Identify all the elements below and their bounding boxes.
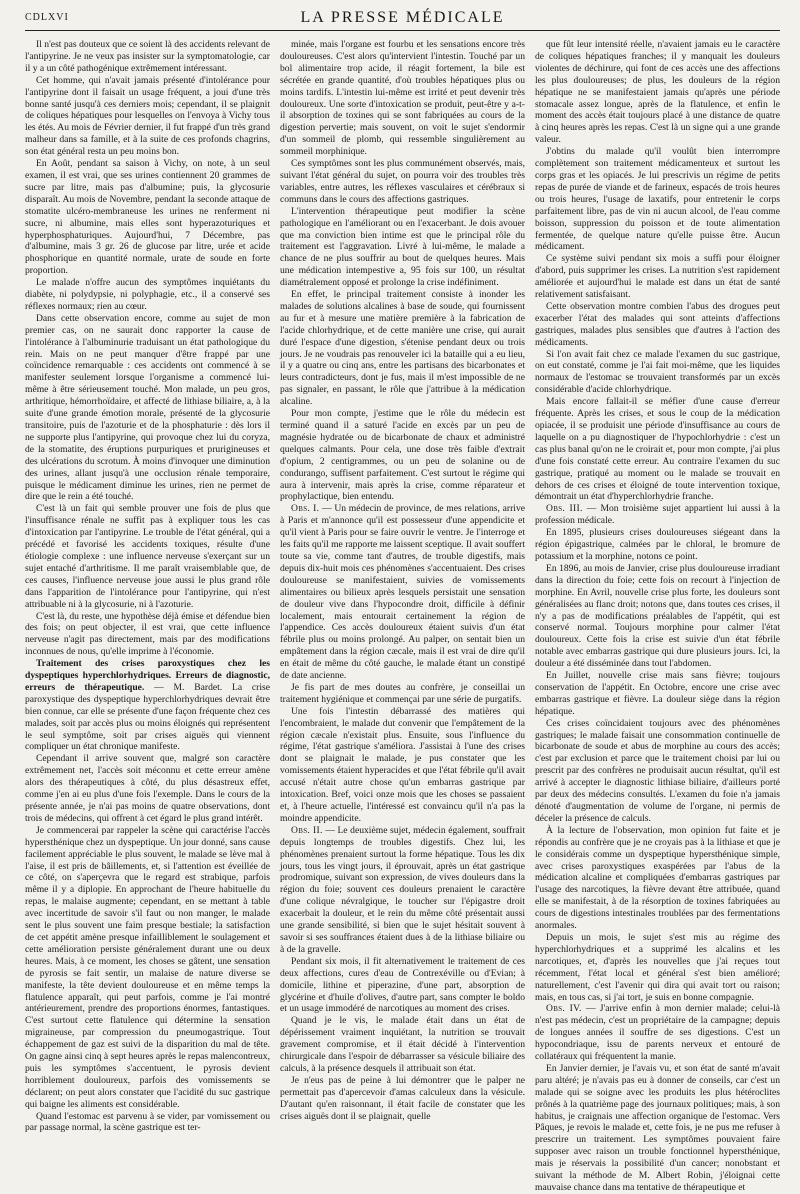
column-right: [535, 39, 780, 1193]
case-label: Obs. III.: [546, 503, 583, 515]
paragraph-text: Si l'on avait fait chez ce malade l'examen du suc gastrique, on eut constaté, comme je l'ai fait moi-même, que les liquides normaux de l'estomac se trouvaient transformés par un excès considérable d'acide chlorhydrique.: [535, 348, 780, 396]
body-paragraph: [280, 706, 525, 825]
paragraph-text: Pour mon compte, j'estime que le rôle du médecin est terminé quand il a saturé l'acide en excès par un peu de magnésie hydratée ou de bicarbonate de chaux et administré quelques calmants. Pour cela, une dose très faible d'extrait d'opium, 2 centigrammes, ou un peu de solanine ou de condurango, suffisent parfaitement. C'est surtout le régime qui aura à intervenir, mais après la crise, comme réparateur et prophylactique, bien entendu.: [280, 408, 525, 503]
column-left: [25, 39, 270, 1134]
body-paragraph: [25, 1111, 270, 1135]
paragraph-text: L'intervention thérapeutique peut modifier la scène pathologique en l'améliorant ou en l'exacerbant. Je dois avouer que ma conviction bien intime est que le principal rôle du traitement est l'aggravation. Livré à lui-même, le malade a chance de ne plus souffrir au bout de quelques heures. Mais une médication intempestive a, 95 fois sur 100, un résultat diamétralement opposé et prolonge la crise indéfiniment.: [280, 205, 525, 289]
paragraph-text: — J'arrive enfin à mon dernier malade; celui-là n'est pas médecin, c'est un propriétaire de la campagne; depuis de longues années il souffre de ses digestions. C'est un hypocondriaque, issu de parents nerveux et entouré de collatéraux qui fréquentent la manie.: [535, 1003, 780, 1063]
body-paragraph: [25, 277, 270, 313]
case-paragraph: [535, 503, 780, 527]
body-paragraph: [535, 825, 780, 932]
body-paragraph: [535, 527, 780, 563]
paragraph-text: Il n'est pas douteux que ce soient là des accidents relevant de l'antipyrine. Je ne veux pas insister sur la symptomatologie, car il y a un côté pathogénique extrêmement intéressant.: [25, 39, 270, 74]
column-middle: [280, 39, 525, 1122]
body-paragraph: [535, 932, 780, 1003]
case-label: Obs. II.: [291, 824, 323, 836]
paragraph-text: Cependant il arrive souvent que, malgré son caractère extrêmement net, l'accès soit méconnu et cette erreur amène alors des thérapeutiques à côté, du plus désastreux effet, comme j'en ai eu plus d'une fois l'exemple. Dans le cours de la présente année, je n'ai pas moins de quatre observations, dont trois de médecins, qui offrent à cet égard le plus grand intérêt.: [25, 753, 270, 824]
body-paragraph: [535, 253, 780, 301]
paragraph-text: — M. Bardet. La crise paroxystique des dyspeptique hyperchlorhydriques devrait être bien connue, car elle se présente d'une façon fréquente chez ces malades, soit par accès plus ou moins éloignés qui représentent le seul symptôme, soit par crises aiguës qui viennent compliquer un état chronique manifeste.: [25, 681, 270, 753]
body-paragraph: [535, 301, 780, 349]
paragraph-text: Dans cette observation encore, comme au sujet de mon premier cas, on ne saurait donc rapporter la cause de l'intolérance à l'albuminurie traduisant un état pathologique du rein. Mais on ne peut manquer d'être frappé par une coïncidence remarquable : ces accidents ont commencé à se manifester seulement lorsque l'organisme a commencé lui-même à être sérieusement touché. Mon malade, un peu gros, arthritique, hémorrhoïdaire, et affecté de lithiase biliaire, a, à la suite d'une grande émotion morale, présenté de la glycosurie transitoire, puis de l'azoturie et de la phosphaturie : dès lors il ne supporte plus l'antipyrine, qui provoque chez lui du coryza, de la stomatite, des éruptions purpuriques et prurigineuses et des ulcérations du scrotum. À moins d'invoquer une diminution des urines, allant jusqu'à une occlusion rénale temporaire, puisque le médicament diminue les urines, rien ne permet de dire que le rein a été touché.: [25, 312, 270, 503]
body-paragraph: [25, 158, 270, 277]
body-paragraph: [280, 956, 525, 1016]
body-paragraph: [535, 718, 780, 825]
body-paragraph: [280, 289, 525, 408]
paragraph-text: En Août, pendant sa saison à Vichy, on note, à un seul examen, il est vrai, que ses urines contiennent 20 grammes de sucre par litre, mais pas d'albumine; puis, la glycosurie disparaît. Au mois de Novembre, pendant la seconde attaque de stomatite ulcéro-membraneuse les urines ne renferment ni sucre, ni albumine, mais elles sont hyperazoturiques et hyperphosphaturiques. Aujourd'hui, 7 Décembre, pas d'albumine, mais 3 gr. 26 de glucose par litre, urée et acide phosphorique en quantité normale, urate de soude en forte proportion.: [25, 158, 270, 277]
page-header: [25, 8, 780, 31]
body-paragraph: [535, 670, 780, 718]
paragraph-text: Quand je le vis, le malade était dans un état de dépérissement vraiment inquiétant, la nutrition se trouvait gravement compromise, et il était décidé à l'intervention chirurgicale dans l'espoir de débarrasser sa vésicule biliaire des calculs, à la présence desquels il attribuait son état.: [280, 1015, 525, 1074]
section-paragraph: [25, 658, 270, 753]
paragraph-text: En effet, le principal traitement consiste à inonder les malades de solutions alcalines à base de soude, qui fournissent au fur et à mesure une matière première à la fabrication de l'acide chlorhydrique, et de cette manière une crise, qui aurait duré l'espace d'une digestion, s'étenise pendant deux ou trois jours. Je ne voudrais pas renouveler ici la bataille qui a eu lieu, il y a quatre ou cinq ans, entre les partisans des bicarbonates et leurs contradicteurs, dont je fus, mais il m'est impossible de ne pas signaler, en passant, le rôle que j'attribue à la médication alcaline.: [280, 289, 525, 408]
paragraph-text: Je fis part de mes doutes au confrère, je conseillai un traitement hygiénique et commençai par une série de purgatifs.: [280, 681, 525, 705]
body-paragraph: [25, 39, 270, 75]
body-paragraph: [25, 825, 270, 1111]
paragraph-text: — Un médecin de province, de mes relations, arrive à Paris et m'annonce qu'il est possesseur d'une appendicite et qu'il vient à Paris pour se faire ouvrir le ventre. Je l'interroge et les faits qu'il me rapporte me laissent sceptique. Il avait souffert toute sa vie, comme tant d'autres, de trouble digestifs, mais depuis dix-huit mois ces phénomènes s'accentuaient. Des crises douloureuse se manifestaient, suivies de vomissements alimentaires ou bilieux après lesquels persistait une sensation de douleur vive dans l'hypocondre droit, difficile à définir localement, mais entourait certainement la région de l'appendice. Ces accès douloureux étaient suivis d'un état fébrile plus ou moins prolongé. Au palper, on sentait bien un empâtement dans la région cæcale, mais il est vrai de dire qu'il en était de même du côté gauche, le malade étant un constipé de date ancienne.: [280, 503, 525, 682]
paragraph-text: — Le deuxième sujet, médecin également, souffrait depuis longtemps de troubles digestifs. Chez lui, les phénomènes prenaient surtout la forme hépatique. Tous les dix jours, tous les vingt jours, il éprouvait, après un état gastrique prodromique, suivant son expression, de vives douleurs dans la région du foie; souvent ces douleurs prenaient le caractère d'une colique névralgique, le toucher sur l'épigastre droit exacerbait la douleur, et le rein du même côté présentait aussi une grande sensibilité, si bien que le sujet hésitait souvent à savoir si ses souffrances étaient dues à de la lithiase biliaire ou à de la gravelle.: [280, 824, 525, 955]
paragraph-text: En Juillet, nouvelle crise mais sans fièvre; toujours conservation de l'appétit. En Octobre, encore une crise avec embarras gastrique et fièvre. La douleur siège dans la région hépatique.: [535, 670, 780, 717]
paragraph-text: que fût leur intensité réelle, n'avaient jamais eu le caractère de coliques hépatiques franches; il y manquait les douleurs violentes de déchirure, qui font de ces accès une des affections les plus douloureuses; de plus, les douleurs de la région hépatique ne se manifestaient jamais qu'après une période stomacale assez longue, après de la flatulence, et enfin le moment des accès était toujours placé à une distance de quatre à cinq heures après les repas. C'est là un signe qui a une grande valeur.: [535, 39, 780, 146]
body-paragraph: [280, 1075, 525, 1123]
body-paragraph: [280, 39, 525, 158]
body-paragraph: [25, 75, 270, 158]
paragraph-text: Depuis un mois, le sujet s'est mis au régime des hyperchlorhydriques et a supprimé les alcalins et les narcotiques, et, d'après les nouvelles que j'ai reçues tout récemment, l'état local et général s'est bien amélioré; naturellement, c'est l'avenir qui dira qui avait tort ou raison; mais, en tous cas, si j'ai tort, je suis en bonne compagnie.: [535, 931, 780, 1003]
paragraph-text: En Janvier dernier, je l'avais vu, et son état de santé m'avait paru altéré; je n'avais pas eu à donner de conseils, car c'est un malade qui se soigne avec les produits les plus hétéroclites prônés à la quatrième page des journaux politiques; mais, à son habitus, je craignais une affection organique de l'estomac. Vers Pâques, je revois le malade et, cette fois, je ne pus me refuser à prescrire un traitement. Les symptômes pouvaient faire supposer avec raison un trouble fonctionnel hypersthénique, mais je réservais la possibilité d'un cancer; nonobstant et suivant la méthode de M. Albert Robin, j'éloignai cette mauvaise chance dans ma tentative de thérapeutique et: [535, 1062, 780, 1193]
body-paragraph: [535, 1063, 780, 1194]
paragraph-text: Ces crises coïncidaient toujours avec des phénomènes gastriques; le malade faisait une consommation continuelle de bicarbonate de soude et abus de morphine au cours des accès; c'est par exclusion et parce que le traitement choisi par lui ou prescrit par des confrères ne produisait aucun résultat, qu'il est arrivé à accepter le diagnostic lithiase biliaire, d'ailleurs porté par deux des médecins consultés. L'examen du foie n'a jamais dénoté d'augmentation de volume de l'organe, ni permis de déceler la présence de calculs.: [535, 717, 780, 824]
body-paragraph: [280, 206, 525, 289]
journal-title: LA PRESSE MÉDICALE: [300, 9, 505, 26]
case-paragraph: [535, 1003, 780, 1063]
body-paragraph: [25, 753, 270, 824]
body-paragraph: [535, 39, 780, 146]
body-paragraph: [25, 313, 270, 504]
body-paragraph: [25, 503, 270, 610]
case-label: Obs. I.: [291, 503, 320, 515]
paragraph-text: Ces symptômes sont les plus communément observés, mais, suivant l'état général du sujet, on pourra voir des troubles très variables, entre autres, les réflexes vasculaires et cérébraux si communs dans le cours des affections gastriques.: [280, 158, 525, 205]
paragraph-text: J'obtins du malade qu'il voulût bien interrompre complètement son traitement médicamenteux et surtout les corps gras et les opiacés. Je lui prescrivis un régime de petits repas de purée de viande et de farineux, espacés de trois heures ou trois heures, l'usage de laxatifs, pour entretenir le corps parfaitement libre, pas de vin ni aucun alcool, de l'eau comme boisson, suppression du poisson et de toute alimentation fermentée, de quelque nature qu'elle puisse être. Aucun médicament.: [535, 146, 780, 253]
paragraph-text: C'est là, du reste, une hypothèse déjà émise et défendue bien des fois; on peut objecter, il est vrai, que cette influence nerveuse n'agit pas directement, mais par des modifications inconnues de nous, qu'elle imprime à l'économie.: [25, 610, 270, 658]
case-paragraph: [280, 503, 525, 682]
section-heading: Traitement des crises paroxystiques chez les dyspeptiques hyperchlorhydriques. Erreurs de diagnostic, erreurs de thérapeutique.: [25, 658, 270, 693]
case-paragraph: [280, 825, 525, 956]
paragraph-text: Je commencerai par rappeler la scène qui caractérise l'accès hypersthénique chez un dyspeptique. Un jour donné, sans cause facilement appréciable le plus souvent, le malade se lève mal à l'aise, il est pris de bâillements, et, si l'attention est éveillée de ce côté, on s'aperçevra que le regard est strabique, parfois même il y a diplopie. En approchant de l'heure habituelle du repas, le malaise augmente; cependant, en se mettant à table avec incertitude de savoir s'il faut ou non manger, le malade sent le plus souvent une faim presque bestiale; la satisfaction de cet appétit amène presque infailliblement le soulagement et cette amélioration persiste généralement durant une ou deux heures. Mais, à ce moment, les choses se gâtent, une sensation de pyrosis se fait sentir, un malaise de nature diverse se manifeste, la tête devient douloureuse et en même temps la flatulence apparaît, qui peut parfois, comme je l'ai montré antérieurement, prendre des proportions énormes, fantastiques. C'est surtout cette flatulence qui détermine la sensation migraineuse, par compression du pneumogastrique. Tout échappement de gaz est suivi de la disparition du mal de tête. On gagne ainsi cinq à sept heures après le repas malencontreux, puis les symptômes s'accentuent, le pyrosis devient horriblement douloureux, parfois des vomissements se déclarent; on peut alors constater que l'acidité du suc gastrique qui baigne les aliments est considérable.: [25, 824, 270, 1110]
body-paragraph: [535, 146, 780, 253]
body-paragraph: [535, 349, 780, 397]
case-label: Obs. IV.: [546, 1003, 582, 1015]
paragraph-text: Cette observation montre combien l'abus des drogues peut exacerber l'état des malades qui sont atteints d'affections gastriques, malades plus sensibles que d'autres à l'action des médicaments.: [535, 300, 780, 348]
paragraph-text: À la lecture de l'observation, mon opinion fut faite et je répondis au confrère que je ne croyais pas à la lithiase et que je le considérais comme un dyspeptique hypersthénique simple, avec crises paroxystiques exaspérées par l'abus de la médication alcaline et compliquées d'embarras gastriques par l'usage des narcotiques, la fièvre devant être attribuée, quand elle se manifestait, à de la résorption de toxines fabriquées au cours de digestions intestinales troublées par des fermentations anormales.: [535, 824, 780, 932]
paragraph-text: Pendant six mois, il fit alternativement le traitement de ces deux affections, cures d'eau de Contrexéville ou d'Evian; à domicile, lithine et piperazine, d'une part, absorption de glycérine et d'huile d'olives, d'autre part, sans compter le boldo et un usage immodéré de narcotiques au moment des crises.: [280, 955, 525, 1015]
body-paragraph: [280, 1015, 525, 1075]
paragraph-text: C'est là un fait qui semble prouver une fois de plus que l'insuffisance rénale ne suffit pas à expliquer tous les cas d'intoxication par l'antipyrine. Le trouble de l'état général, qui a précédé et favorisé les accidents toxiques, résulte d'une étiologie complexe : une influence nerveuse s'exerçant sur un sujet entaché d'arthritisme. Il me paraît vraisemblable que, de ces causes, l'influence nerveuse joue aussi le plus grand rôle dans l'apparition de l'intolérance pour l'antipyrine, qui n'est attribuable ni à la glycosurie, ni à l'azoturie.: [25, 503, 270, 610]
paragraph-text: Ce système suivi pendant six mois a suffi pour éloigner d'abord, puis supprimer les crises. La nutrition s'est rapidement améliorée et aujourd'hui le malade est dans un état de santé relativement satisfaisant.: [535, 253, 780, 301]
paragraph-text: En 1895, plusieurs crises douloureuses siégeant dans la région épigastrique, calmées par le chloral, le bromure de potassium et la morphine, notons ce point.: [535, 527, 780, 562]
paragraph-text: — Mon troisième sujet appartient lui aussi à la profession médicale.: [535, 503, 780, 527]
body-paragraph: [535, 396, 780, 503]
paragraph-text: Cet homme, qui n'avait jamais présenté d'intolérance pour l'antipyrine dont il faisait un usage fréquent, a joui d'une très bonne santé jusqu'à ces derniers mois; cependant, il se plaignit de coliques hépatiques pour lesquelles on l'envoya à Vichy tous les étés. Au mois de Février dernier, il fut frappé d'un très grand malheur dans sa famille, et à la suite de ces profonds chagrins, son état général resta un peu moins bon.: [25, 74, 270, 158]
paragraph-text: En 1896, au mois de Janvier, crise plus douloureuse irradiant dans la direction du foie; cette fois on recourt à l'injection de morphine. En Avril, nouvelle crise plus forte, les douleurs sont généralisées au flanc droit; notons que, dans toutes ces crises, il n'y a pas de modifications préalables de l'appétit, qui est conservé normal. Toujours morphine pour calmer l'état douloureux. Cette fois la crise est suivie d'un état fébrile notable avec embarras gastrique qui dure plusieurs jours. Ici, la douleur a été disséminée dans tout l'abdomen.: [535, 562, 780, 670]
paragraph-text: Mais encore fallait-il se méfier d'une cause d'erreur fréquente. Après les crises, et sous le coup de la médication opiacée, il se produisit une période d'insuffisance au cours de laquelle on a pu diagnostiquer de l'hypochlorhydrie : c'est un cas plus banal qu'on ne le croirait et, pour mon compte, j'ai plus d'une fois constaté cette erreur. Au contraire l'examen du suc gastrique, pratiqué au moment ou le malade se trouvait en dehors de ces crises et éloigné de toute intervention toxique, démontrait un état d'hyperchlorhydrie franche.: [535, 396, 780, 503]
paragraph-text: Quand l'estomac est parvenu à se vider, par vomissement ou par passage normal, la scène gastrique est ter-: [25, 1110, 270, 1134]
paragraph-text: Je n'eus pas de peine à lui démontrer que le palper ne permettait pas d'apercevoir d'amas calculeux dans la vésicule. D'autant qu'en raisonnant, il était facile de constater que les crises aiguës dont il se plaignait, quelle: [280, 1074, 525, 1122]
page-folio: CDLXVI: [25, 12, 69, 23]
body-paragraph: [280, 158, 525, 206]
body-paragraph: [535, 563, 780, 670]
paragraph-text: Le malade n'offre aucun des symptômes inquiétants du diabète, ni polydypsie, ni polyphagie, etc., il a conservé ses réflexes normaux; rien au cœur.: [25, 277, 270, 312]
body-paragraph: [280, 408, 525, 503]
body-paragraph: [280, 682, 525, 706]
article-columns: [25, 39, 780, 1193]
paragraph-text: Une fois l'intestin débarrassé des matières qui l'encombraient, le malade dut convenir que l'empâtement de la région cæcale n'existait plus. Ensuite, sous l'influence du régime, l'état gastrique s'améliora. J'assistai à l'une des crises dont se plaignait le malade, je pus constater que les vomissements étaient hyperacides et que l'état fébrile qu'il avait accusé n'était autre chose qu'un embarras gastrique par intoxication. Bref, voici onze mois que les choses se passaient et, à l'heure actuelle, l'intéressé est convaincu qu'il n'a pas la moindre appendicite.: [280, 705, 525, 824]
body-paragraph: [25, 611, 270, 659]
paragraph-text: minée, mais l'organe est fourbu et les sensations encore très douloureuses. C'est alors qu'intervient l'intestin. Touché par un bol alimentaire trop acide, il réagit fortement, la bile est sécrétée en grande quantité, d'où troubles hépatiques plus ou moins tardifs. L'intestin lui-même est irrité et peut devenir très douloureux. Une sorte d'intoxication se produit, peut-être y a-t-il absorption de toxines qui se sont fabriquées au cours de la digestion pervertie; mais souvent, on voit le sujet s'endormir d'un sommeil de plomb, qui ressemble singulièrement au sommeil morphinique.: [280, 39, 525, 158]
